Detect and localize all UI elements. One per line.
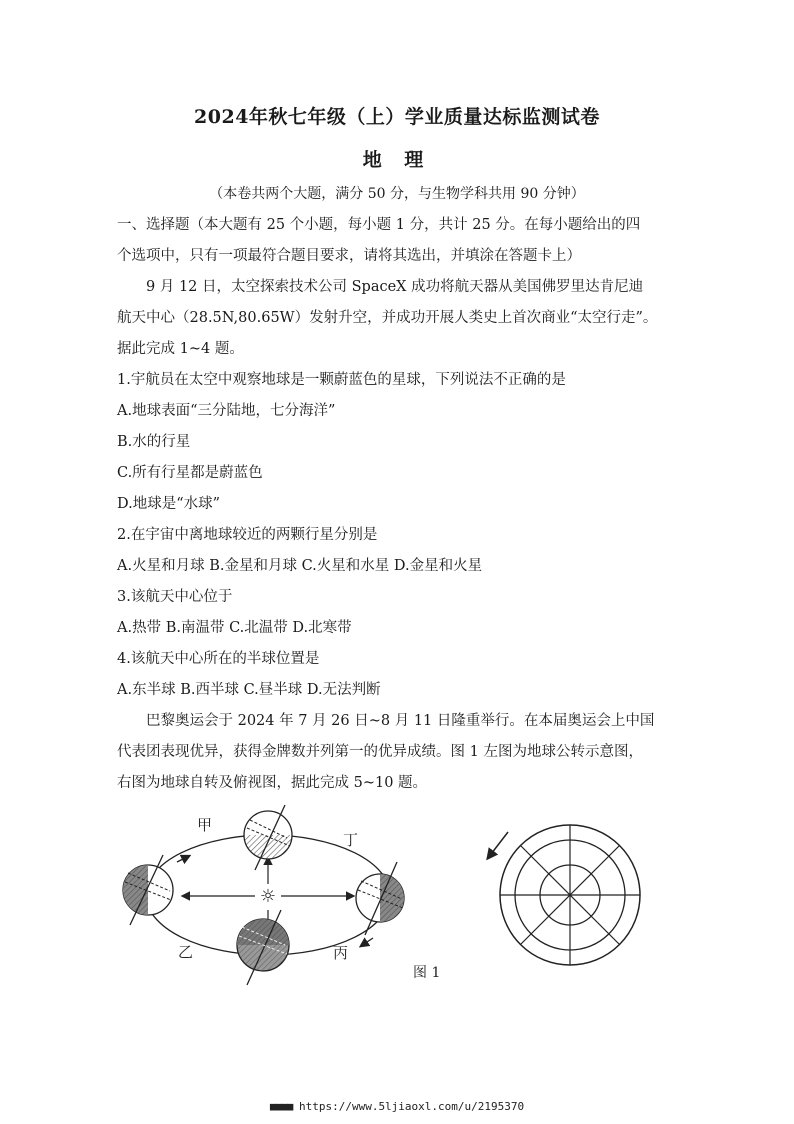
question-3 (117, 582, 702, 644)
option: D.地球是“水球” (117, 496, 221, 512)
question-4 (117, 644, 702, 706)
question-stem: 1.宇航员在太空中观察地球是一颗蔚蓝色的星球，下列说法不正确的是 (117, 372, 566, 388)
footer-url[interactable]: https://www.5ljiaoxl.com/u/2195370 (298, 1100, 525, 1113)
earth-bottom (237, 910, 289, 985)
label-yi: 乙 (178, 943, 194, 961)
passage (117, 706, 702, 799)
label-bing: 丙 (333, 944, 349, 962)
section-line: 一、选择题（本大题有 25 个小题，每小题 1 分，共计 25 分。在每小题给出的四 (117, 217, 641, 233)
exam-note: （本卷共两个大题，满分 50 分，与生物学科共用 90 分钟） (209, 186, 585, 202)
question-stem: 2.在宇宙中离地球较近的两颗行星分别是 (117, 527, 378, 543)
rotation-diagram (488, 825, 640, 965)
footer-mark: ■■■■ (269, 1100, 293, 1113)
question-1 (117, 365, 702, 520)
page-footer (0, 1100, 794, 1113)
exam-body (117, 210, 702, 799)
orbit-diagram (123, 805, 404, 985)
option: A.地球表面“三分陆地，七分海洋” (117, 403, 336, 419)
options-inline: A.东半球 B.西半球 C.昼半球 D.无法判断 (117, 682, 381, 698)
label-jia: 甲 (197, 816, 213, 834)
earth-left (123, 855, 173, 925)
option: B.水的行星 (117, 434, 191, 450)
options-inline: A.火星和月球 B.金星和月球 C.火星和水星 D.金星和火星 (117, 558, 483, 574)
question-stem: 4.该航天中心所在的半球位置是 (117, 651, 320, 667)
subject-heading: 地 理 (362, 149, 432, 171)
exam-title: 2024年秋七年级（上）学业质量达标监测试卷 (194, 106, 600, 128)
section-line: 个选项中，只有一项最符合题目要求，请将其选出，并填涂在答题卡上） (117, 248, 581, 264)
passage-line: 右图为地球自转及俯视图，据此完成 5~10 题。 (117, 775, 428, 791)
rotation-arrow (488, 832, 508, 858)
orbit-arrow (361, 938, 373, 946)
passage-line: 代表团表现优异，获得金牌数并列第一的优异成绩。图 1 左图为地球公转示意图， (117, 744, 643, 760)
earth-right (356, 862, 404, 935)
section-heading (117, 210, 702, 272)
passage-line: 据此完成 1~4 题。 (117, 341, 244, 357)
passage-line: 9 月 12 日，太空探索技术公司 SpaceX 成功将航天器从美国佛罗里达肯尼迪 (146, 279, 644, 295)
options-inline: A.热带 B.南温带 C.北温带 D.北寒带 (117, 620, 352, 636)
label-ding: 丁 (343, 831, 359, 849)
figure-1 (115, 800, 655, 1000)
passage (117, 272, 702, 365)
question-2 (117, 520, 702, 582)
passage-line: 航天中心（28.5N,80.65W）发射升空，并成功开展人类史上首次商业“太空行走”。 (117, 310, 658, 326)
orbit-arrow (177, 856, 189, 862)
passage-line: 巴黎奥运会于 2024 年 7 月 26 日~8 月 11 日隆重举行。在本届奥运会上中国 (146, 713, 655, 729)
question-stem: 3.该航天中心位于 (117, 589, 233, 605)
sun-icon: ☼ (259, 886, 277, 907)
figure-caption: 图 1 (413, 965, 441, 981)
option: C.所有行星都是蔚蓝色 (117, 465, 263, 481)
